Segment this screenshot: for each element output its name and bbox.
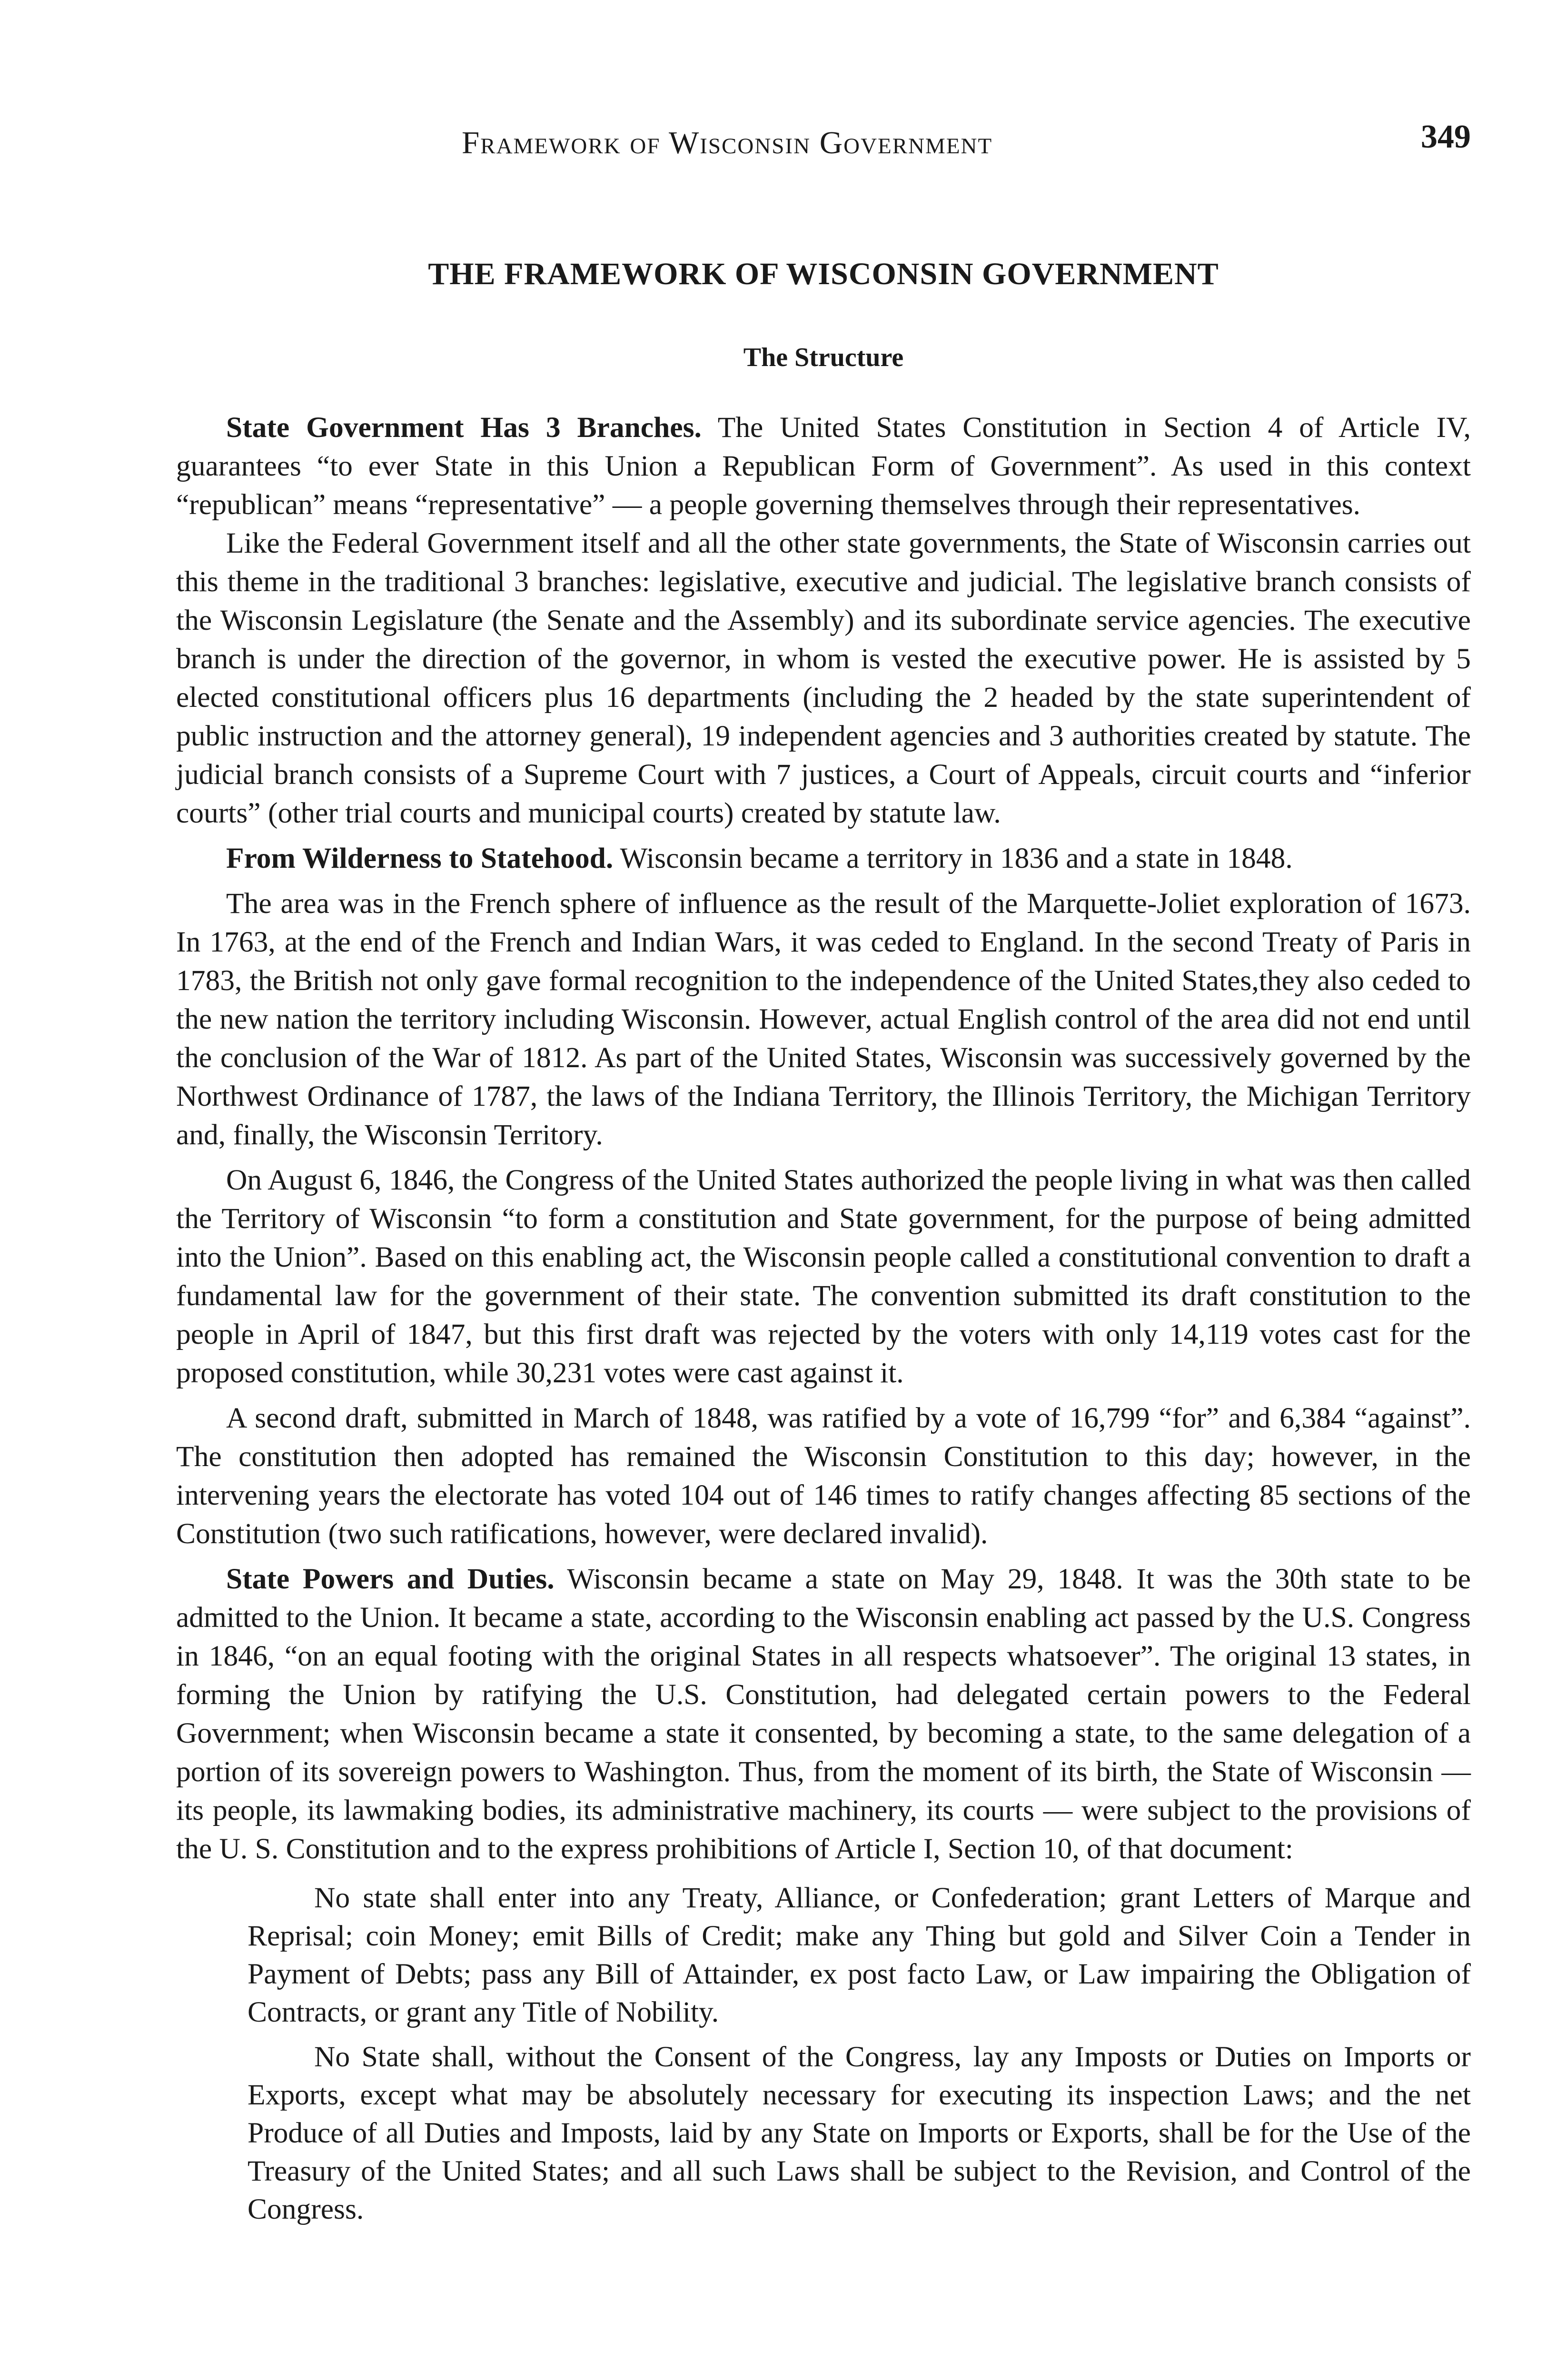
- paragraph-powers-duties: [176, 1560, 1471, 1868]
- paragraph-text: The area was in the French sphere of influence as the result of the Marquette-Joliet exploration of 1673. In 1763, at the end of the French and Indian Wars, it was ceded to England. In the second Treaty of Paris in 1783, the British not only gave formal recognition to the independence of the United States,they also ceded to the new nation the territory including Wisconsin. However, actual English control of the area did not end until the conclusion of the War of 1812. As part of the United States, Wisconsin was successively governed by the Northwest Ordinance of 1787, the laws of the Indiana Territory, the Illinois Territory, the Michigan Territory and, finally, the Wisconsin Territory.: [176, 887, 1471, 1151]
- page-title: THE FRAMEWORK OF WISCONSIN GOVERNMENT: [428, 257, 1219, 291]
- paragraph-text: Wisconsin became a territory in 1836 and a state in 1848.: [620, 842, 1293, 874]
- paragraph-three-branches: [176, 524, 1471, 833]
- running-head: [176, 114, 1471, 167]
- article-body: [176, 408, 1471, 1868]
- paragraph-branches: [176, 408, 1471, 524]
- run-in-heading-branches: State Government Has 3 Branches.: [226, 411, 702, 444]
- paragraph-french-sphere: [176, 884, 1471, 1154]
- section-heading: The Structure: [743, 343, 904, 372]
- paragraph-second-draft: [176, 1399, 1471, 1553]
- paragraph-text: Wisconsin became a state on May 29, 1848. It was the 30th state to be admitted to the Union. It became a state, according to the Wisconsin enabling act passed by the U.S. Congress in 1846, “on an equal footing with the original States in all respects whatsoever”. The original 13 states, in forming the Union by ratifying the U.S. Constitution, had delegated certain powers to the Federal Government; when Wisconsin became a state it consented, by becoming a state, to the same delegation of a portion of its sovereign powers to Washington. Thus, from the moment of its birth, the State of Wisconsin — its people, its lawmaking bodies, its administrative machinery, its courts — were subject to the provisions of the U. S. Constitution and to the express prohibitions of Article I, Section 10, of that document:: [176, 1563, 1471, 1865]
- block-quote: [248, 1879, 1471, 2228]
- paragraph-text: On August 6, 1846, the Congress of the United States authorized the people living in what was then called the Territory of Wisconsin “to form a constitution and State government, for the purpose of being admitted into the Union”. Based on this enabling act, the Wisconsin people called a constitutional convention to draft a fundamental law for the government of their state. The convention submitted its draft constitution to the people in April of 1847, but this first draft was rejected by the voters with only 14,119 votes cast for the proposed constitution, while 30,231 votes were cast against it.: [176, 1164, 1471, 1389]
- running-title: Framework of Wisconsin Government: [462, 125, 993, 160]
- quote-paragraph-treaty: No state shall enter into any Treaty, Alliance, or Confederation; grant Letters of Marque and Reprisal; coin Money; emit Bills of Credit; make any Thing but gold and Silver Coin a Tender in Payment of Debts; pass any Bill of Attainder, ex post facto Law, or Law impairing the Obligation of Contracts, or grant any Title of Nobility.: [248, 1882, 1471, 2028]
- paragraph-text: The United States Constitution in Section 4 of Article IV, guarantees “to ever State in this Union a Republican Form of Government”. As used in this context “republican” means “representative” — a people governing themselves through their representatives.: [176, 411, 1471, 521]
- run-in-heading-statehood: From Wilderness to Statehood.: [226, 842, 614, 874]
- paragraph-statehood: [176, 839, 1471, 878]
- page-content: [176, 114, 1471, 2228]
- paragraph-text: Like the Federal Government itself and all the other state governments, the State of Wisconsin carries out this theme in the traditional 3 branches: legislative, executive and judicial. The legislative branch consists of the Wisconsin Legislature (the Senate and the Assembly) and its subordinate service agencies. The executive branch is under the direction of the governor, in whom is vested the executive power. He is assisted by 5 elected constitutional officers plus 16 departments (including the 2 headed by the state superintendent of public instruction and the attorney general), 19 independent agencies and 3 authorities created by statute. The judicial branch consists of a Supreme Court with 7 justices, a Court of Appeals, circuit courts and “inferior courts” (other trial courts and municipal courts) created by statute law.: [176, 527, 1471, 829]
- paragraph-text: A second draft, submitted in March of 1848, was ratified by a vote of 16,799 “for” and 6,384 “against”. The constitution then adopted has remained the Wisconsin Constitution to this day; however, in the intervening years the electorate has voted 104 out of 146 times to ratify changes affecting 85 sections of the Constitution (two such ratifications, however, were declared invalid).: [176, 1402, 1471, 1550]
- page-number: 349: [1421, 119, 1471, 155]
- run-in-heading-powers: State Powers and Duties.: [226, 1563, 555, 1595]
- paragraph-enabling-act: [176, 1161, 1471, 1392]
- quote-paragraph-imposts: No State shall, without the Consent of the Congress, lay any Imposts or Duties on Imports or Exports, except what may be absolutely necessary for executing its inspection Laws; and the net Produce of all Duties and Imposts, laid by any State on Imports or Exports, shall be for the Use of the Treasury of the United States; and all such Laws shall be subject to the Revision, and Control of the Congress.: [248, 2041, 1471, 2225]
